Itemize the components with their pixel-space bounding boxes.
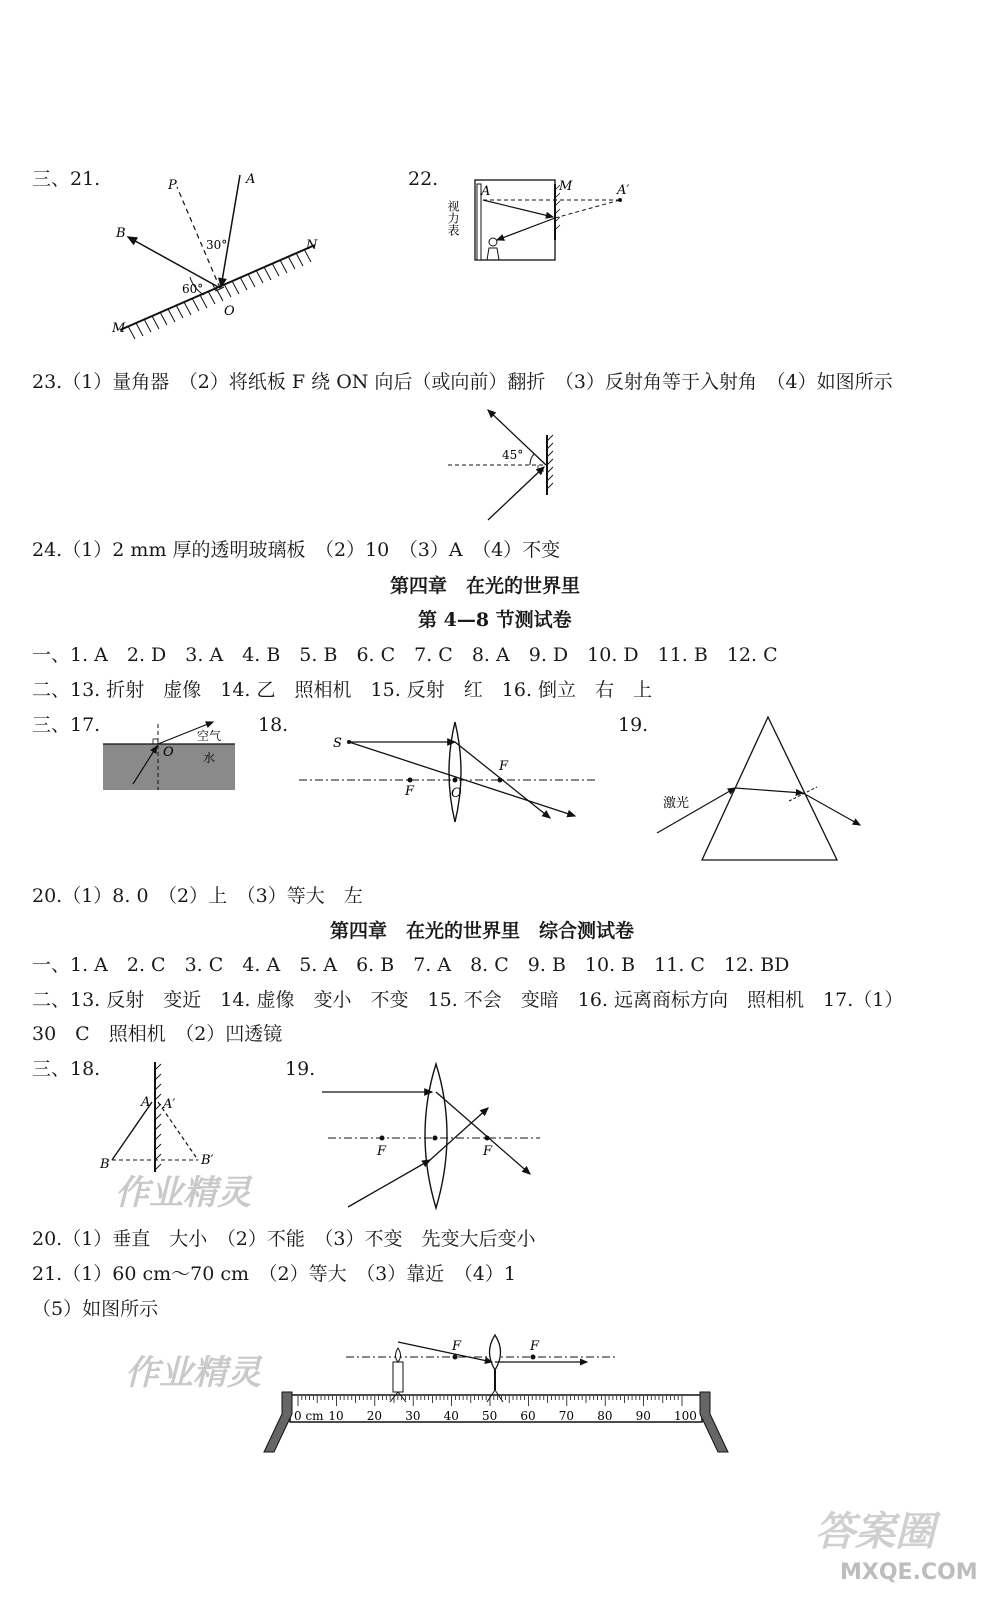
- f22-label-a: A: [481, 184, 491, 199]
- f21-label-n: N: [306, 238, 318, 253]
- g21-label-f2: F: [530, 1339, 540, 1354]
- watermark-1: 作业精灵: [115, 1173, 251, 1213]
- f17-water-label: 水: [203, 751, 216, 765]
- s1-q18-label: 18.: [258, 714, 289, 736]
- g18-label-a: A: [141, 1095, 151, 1110]
- ruler-label: 10: [328, 1409, 344, 1423]
- figure-21-reflection: [100, 165, 340, 345]
- ruler-label: 40: [443, 1409, 459, 1423]
- figure-23-mirror: [440, 405, 570, 525]
- ruler-label: 50: [482, 1409, 498, 1423]
- figure-s1-19-prism: [655, 715, 865, 865]
- s2-q18-label: 三、18.: [32, 1058, 101, 1080]
- ruler-label: 80: [597, 1409, 613, 1423]
- s2-part1: 一、1. A 2. C 3. C 4. A 5. A 6. B 7. A 8. C 9. B 10. B 11. C 12. BD: [32, 954, 790, 976]
- g21-label-f1: F: [452, 1339, 462, 1354]
- g18-label-b2: B′: [201, 1153, 214, 1168]
- s2-part2b: 30 C 照相机 （2）凹透镜: [32, 1023, 283, 1045]
- watermark-site: MXQE.COM: [840, 1560, 978, 1585]
- f17-label-o: O: [163, 745, 174, 760]
- f21-label-b: B: [116, 226, 126, 241]
- s1-part1: 一、1. A 2. D 3. A 4. B 5. B 6. C 7. C 8. A 9. D 10. D 11. B 12. C: [32, 644, 778, 666]
- chapter-title-2: 第四章 在光的世界里 综合测试卷: [330, 920, 635, 942]
- q24-answer: 24.（1）2 mm 厚的透明玻璃板 （2）10 （3）A （4）不变: [32, 539, 561, 561]
- figure-s2-21-optical-bench: [262, 1332, 732, 1457]
- q23-answer: 23.（1）量角器 （2）将纸板 F 绕 ON 向后（或向前）翻折 （3）反射角等于入射角 （4）如图所示: [32, 371, 893, 393]
- g19-label-f1: F: [377, 1144, 387, 1159]
- test-title-1: 第 4—8 节测试卷: [418, 609, 572, 631]
- f21-label-m: M: [112, 321, 126, 336]
- s1-q20-answer: 20.（1）8. 0 （2）上 （3）等大 左: [32, 885, 363, 907]
- watermark-2: 作业精灵: [125, 1353, 261, 1393]
- ruler-label: 90: [635, 1409, 651, 1423]
- f22-label-m: M: [559, 179, 573, 194]
- g19-label-f2: F: [483, 1144, 493, 1159]
- ruler-label: 60: [520, 1409, 536, 1423]
- f19-laser-label: 激光: [663, 796, 690, 811]
- f18-label-f1: F: [405, 784, 415, 799]
- f21-label-p: P: [168, 178, 177, 193]
- f18-label-f2: F: [499, 759, 509, 774]
- f21-angle-30: 30°: [206, 238, 228, 252]
- q21-label: 三、21.: [32, 168, 101, 190]
- ruler-label: 0 cm: [294, 1409, 324, 1423]
- f21-label-a: A: [246, 172, 256, 187]
- chapter-title-1: 第四章 在光的世界里: [390, 575, 581, 597]
- f21-label-o: O: [224, 304, 235, 319]
- ruler-label: 30: [405, 1409, 421, 1423]
- figure-s1-18-convex-lens: [295, 720, 595, 825]
- figure-s1-17-refraction: [103, 722, 243, 797]
- s1-q17-label: 三、17.: [32, 714, 101, 736]
- f22-label-a2: A′: [617, 183, 630, 198]
- watermark-logo: 答案圈: [815, 1509, 935, 1555]
- f18-label-o: O: [451, 786, 462, 801]
- f21-angle-60: 60°: [182, 282, 204, 296]
- ruler-label: 100: [674, 1409, 697, 1423]
- f18-label-s: S: [333, 736, 342, 751]
- g18-label-a2: A′: [163, 1097, 176, 1112]
- s1-part2: 二、13. 折射 虚像 14. 乙 照相机 15. 反射 红 16. 倒立 右 上: [32, 679, 653, 701]
- g18-label-b: B: [100, 1157, 110, 1172]
- ruler-label: 20: [366, 1409, 383, 1423]
- figure-s2-18-plane-mirror: [95, 1060, 225, 1175]
- figure-22-eye-chart: [445, 170, 645, 270]
- s2-q21-answer: 21.（1）60 cm～70 cm （2）等大 （3）靠近 （4）1: [32, 1263, 516, 1285]
- s2-part2a: 二、13. 反射 变近 14. 虚像 变小 不变 15. 不会 变暗 16. 远离商标方向 照相机 17.（1）: [32, 989, 904, 1011]
- s1-q19-label: 19.: [618, 714, 649, 736]
- s2-q19-label: 19.: [285, 1058, 316, 1080]
- s2-q20-answer: 20.（1）垂直 大小 （2）不能 （3）不变 先变大后变小: [32, 1228, 536, 1250]
- s2-q21b-answer: （5）如图所示: [32, 1298, 159, 1320]
- f23-angle: 45°: [502, 448, 524, 462]
- f17-air-label: 空气: [197, 729, 222, 743]
- ruler-label: 70: [558, 1409, 575, 1423]
- figure-s2-19-convex-lens: [320, 1062, 545, 1212]
- q22-label: 22.: [408, 168, 439, 190]
- f22-chart-label: 视力表: [446, 200, 460, 236]
